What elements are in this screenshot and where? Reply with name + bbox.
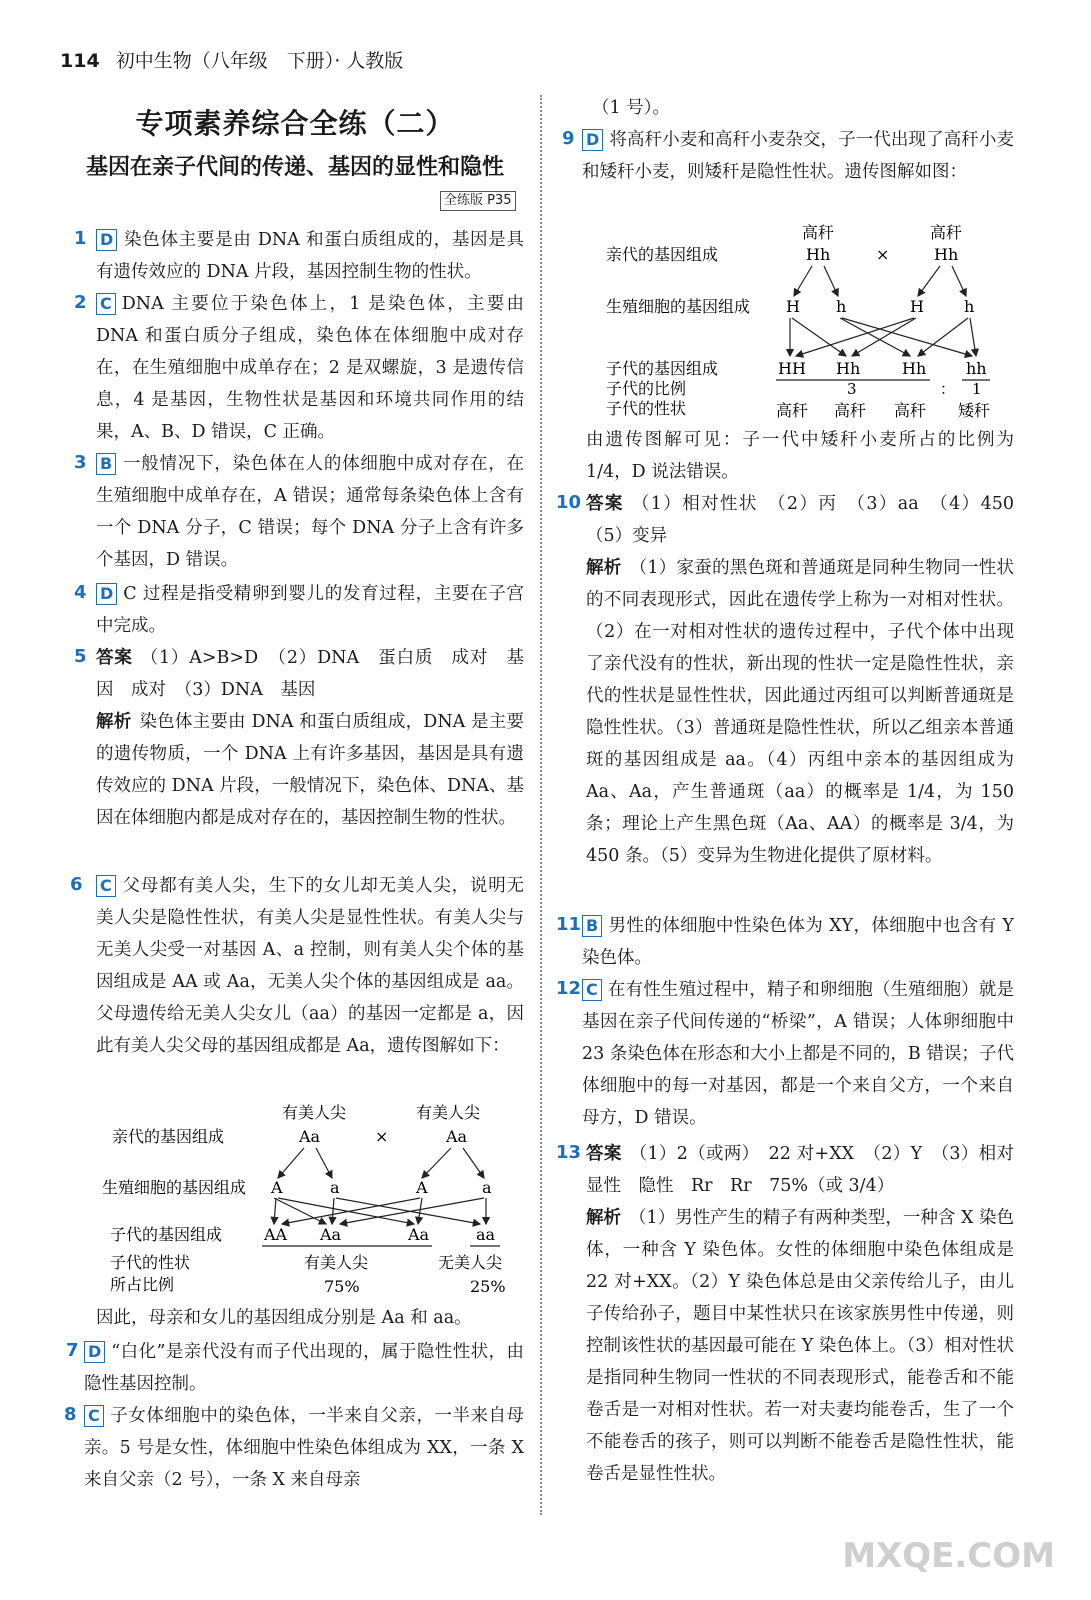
item-number: 7	[66, 1340, 79, 1361]
row-label-parent: 亲代的基因组成	[112, 1127, 225, 1146]
parent2-trait: 高秆	[930, 223, 963, 242]
answer-item-9-conclusion: 由遗传图解可见：子一代中矮秆小麦所占的比例为 1/4，D 说法错误。	[586, 430, 1014, 482]
item-number: 1	[74, 228, 87, 249]
child-genotype-1: HH	[778, 359, 806, 378]
answer-badge: C	[582, 979, 602, 1001]
child-genotype-4: hh	[966, 359, 987, 378]
ratio-recessive: 1	[972, 380, 982, 398]
child-genotype-4: aa	[476, 1225, 496, 1244]
item-number: 10	[556, 492, 582, 513]
parent1-genotype: Hh	[806, 245, 831, 264]
answer-label: 答案	[96, 648, 133, 668]
gamete-2: a	[330, 1178, 340, 1197]
section-title: 专项素养综合全练（二）	[135, 107, 455, 140]
child-genotype-2: Aa	[320, 1225, 342, 1244]
reference-tag: 全练版 P35	[440, 191, 516, 211]
item-number: 5	[74, 646, 87, 667]
parent1-trait: 高秆	[802, 223, 835, 242]
gamete-4: a	[482, 1178, 492, 1197]
answer-badge: B	[96, 453, 116, 475]
answer-item-2: C DNA 主要位于染色体上，1 是染色体，主要由 DNA 和蛋白质分子组成，染色体在体细胞中成对存在，在生殖细胞中成单存在；2 是双螺旋，3 是遗传信息，4 是基因，生物性状是基因和环境共同作用的结果，A、B、D 错误，C 正确。	[96, 294, 524, 442]
gamete-2: h	[836, 297, 847, 316]
answer-badge: D	[582, 129, 603, 151]
child-genotype-3: Hh	[902, 359, 927, 378]
watermark: MXQE.COM	[842, 1536, 1055, 1576]
child-trait-4: 矮秆	[958, 401, 991, 420]
answer-item-6-conclusion: 因此，母亲和女儿的基因组成分别是 Aa 和 aa。	[96, 1308, 472, 1328]
item-number: 8	[64, 1404, 77, 1425]
ratio-colon: ：	[940, 380, 956, 398]
row-label-ratio: 所占比例	[110, 1275, 175, 1294]
cross-symbol: ×	[876, 245, 890, 264]
answer-item-5: 答案 （1）A>B>D （2）DNA 蛋白质 成对 基因 成对 （3）DNA 基因 解析 染色体主要由 DNA 和蛋白质组成，DNA 是主要的遗传物质，一个 DNA 上有许多基因，基因是具有遗传效应的 DNA 片段，一般情况下，染色体、DNA、基因在体细胞内都是成对存在的，基因控制生物的性状。	[96, 648, 525, 828]
parent2-trait: 有美人尖	[416, 1103, 481, 1122]
item-number: 13	[556, 1142, 582, 1163]
item-number: 9	[562, 128, 575, 149]
column-divider	[540, 95, 542, 1515]
answer-item-8: C 子女体细胞中的染色体，一半来自父亲，一半来自母亲。5 号是女性，体细胞中性染色体组成为 XX，一条 X 来自父亲（2 号），一条 X 来自母亲	[84, 1406, 524, 1490]
cross-symbol: ×	[375, 1127, 389, 1146]
item-number: 12	[556, 978, 582, 999]
item-number: 2	[74, 292, 87, 313]
genetic-diagram-earlobe	[96, 1096, 526, 1302]
parent2-genotype: Aa	[446, 1127, 468, 1146]
item-number: 4	[74, 582, 87, 603]
gamete-1: H	[786, 297, 800, 316]
row-label-trait: 子代的性状	[606, 399, 687, 418]
answer-item-11: B 男性的体细胞中性染色体为 XY，体细胞中也含有 Y 染色体。	[582, 916, 1014, 968]
answer-badge: D	[96, 229, 117, 251]
answer-item-3: B 一般情况下，染色体在人的体细胞中成对存在，在生殖细胞中成单存在，A 错误；通常每条染色体上含有一个 DNA 分子，C 错误；每个 DNA 分子上含有许多个基因，D 错误。	[96, 454, 524, 570]
answer-item-10: 答案 （1）相对性状 （2）丙 （3）aa （4）450 （5）变异 解析 （1）家蚕的黑色斑和普通斑是同种生物同一性状的不同表现形式，因此在遗传学上称为一对相对性状。（2）在一对相对性状的遗传过程中，子代个体中出现了亲代没有的性状，新出现的性状一定是隐性性状，亲代的性状是显性性状，因此通过丙组可以判断普通斑是隐性性状。（3）普通斑是隐性性状，所以乙组亲本普通斑的基因组成是 aa。（4）丙组中亲本的基因组成为 Aa、Aa，产生普通斑（aa）的概率是 1/4，为 150 条；理论上产生黑色斑（Aa、AA）的概率是 3/4，为 450 条。（5）变异为生物进化提供了原材料。	[586, 494, 1032, 866]
item-number: 11	[556, 914, 582, 935]
answer-item-1: D 染色体主要是由 DNA 和蛋白质组成的，基因是具有遗传效应的 DNA 片段，基因控制生物的性状。	[96, 230, 524, 282]
answer-badge: C	[84, 1405, 104, 1427]
child-trait-1: 有美人尖	[304, 1253, 369, 1272]
analysis-label: 解析	[586, 558, 622, 578]
answer-item-6: C 父母都有美人尖，生下的女儿却无美人尖，说明无美人尖是隐性性状，有美人尖是显性性状。有美人尖与无美人尖受一对基因 A、a 控制，则有美人尖个体的基因组成是 AA 或 Aa，无美人尖个体的基因组成是 aa。父母遗传给无美人尖女儿（aa）的基因一定都是 a，因此有美人尖父母的基因组成都是 Aa，遗传图解如下：	[96, 876, 524, 1056]
gamete-4: h	[964, 297, 975, 316]
answer-item-9: D 将高秆小麦和高秆小麦杂交，子一代出现了高秆小麦和矮秆小麦，则矮秆是隐性性状。遗传图解如图：	[582, 130, 1014, 182]
section-subtitle: 基因在亲子代间的传递、基因的显性和隐性	[85, 155, 504, 180]
gamete-3: H	[910, 297, 924, 316]
gamete-1: A	[271, 1178, 283, 1197]
answer-badge: D	[96, 583, 117, 605]
child-trait-1: 高秆	[776, 401, 809, 420]
parent1-trait: 有美人尖	[282, 1103, 347, 1122]
row-label-child: 子代的基因组成	[110, 1225, 223, 1244]
answer-label: 答案	[586, 494, 624, 514]
row-label-trait: 子代的性状	[110, 1253, 191, 1272]
child-genotype-1: AA	[264, 1225, 288, 1244]
parent1-genotype: Aa	[299, 1127, 321, 1146]
row-label-gamete: 生殖细胞的基因组成	[606, 297, 751, 316]
child-ratio-2: 25%	[470, 1277, 506, 1296]
page-number: 114	[60, 50, 100, 72]
row-label-child: 子代的基因组成	[606, 359, 719, 378]
row-label-gamete: 生殖细胞的基因组成	[102, 1178, 247, 1197]
ratio-dominant: 3	[847, 380, 857, 398]
child-genotype-2: Hh	[836, 359, 861, 378]
answer-badge: C	[96, 293, 116, 315]
analysis-label: 解析	[586, 1208, 622, 1228]
child-ratio-1: 75%	[324, 1277, 360, 1296]
parent2-genotype: Hh	[934, 245, 959, 264]
row-label-parent: 亲代的基因组成	[606, 245, 719, 264]
answer-item-8-continued: （1 号）。	[592, 98, 670, 118]
gamete-3: A	[416, 1178, 428, 1197]
answer-badge: B	[582, 915, 602, 937]
answer-badge: D	[84, 1341, 105, 1363]
answer-item-13: 答案 （1）2（或两） 22 对+XX （2）Y （3）相对 显性 隐性 Rr Rr 75%（或 3/4） 解析 （1）男性产生的精子有两种类型，一种含 X 染色体，一种含 Y 染色体。女性的体细胞中染色体组成是 22 对+XX。（2）Y 染色体总是由父亲传给儿子，由儿子传给孙子，题目中某性状只在该家族男性中传递，则控制该性状的基因最可能在 Y 染色体上。（3）相对性状是指同种生物同一性状的不同表现形式，能卷舌和不能卷舌是一对相对性状。若一对夫妻均能卷舌，生了一个不能卷舌的孩子，则可以判断不能卷舌是隐性性状，能卷舌是显性性状。	[586, 1144, 1032, 1484]
genetic-diagram-wheat	[600, 218, 1020, 424]
child-genotype-3: Aa	[408, 1225, 430, 1244]
answer-item-12: C 在有性生殖过程中，精子和卵细胞（生殖细胞）就是基因在亲子代间传递的“桥梁”，A 错误；人体卵细胞中 23 条染色体在形态和大小上都是不同的，B 错误；子代体细胞中的每一对基因，都是一个来自父方，一个来自母方，D 错误。	[582, 980, 1014, 1128]
analysis-label: 解析	[96, 712, 132, 732]
answer-item-4: D C 过程是指受精卵到婴儿的发育过程，主要在子宫中完成。	[96, 584, 524, 636]
item-number: 6	[70, 874, 83, 895]
item-number: 3	[74, 452, 87, 473]
answer-badge: C	[96, 875, 116, 897]
answer-label: 答案	[586, 1144, 622, 1164]
child-trait-3: 高秆	[894, 401, 927, 420]
child-trait-2: 高秆	[834, 401, 867, 420]
book-title: 初中生物（八年级 下册）· 人教版	[115, 50, 404, 72]
answer-item-7: D “白化”是亲代没有而子代出现的，属于隐性性状，由隐性基因控制。	[84, 1342, 524, 1394]
child-trait-2: 无美人尖	[438, 1253, 503, 1272]
row-label-ratio: 子代的比例	[606, 379, 687, 398]
page-header	[60, 46, 403, 73]
